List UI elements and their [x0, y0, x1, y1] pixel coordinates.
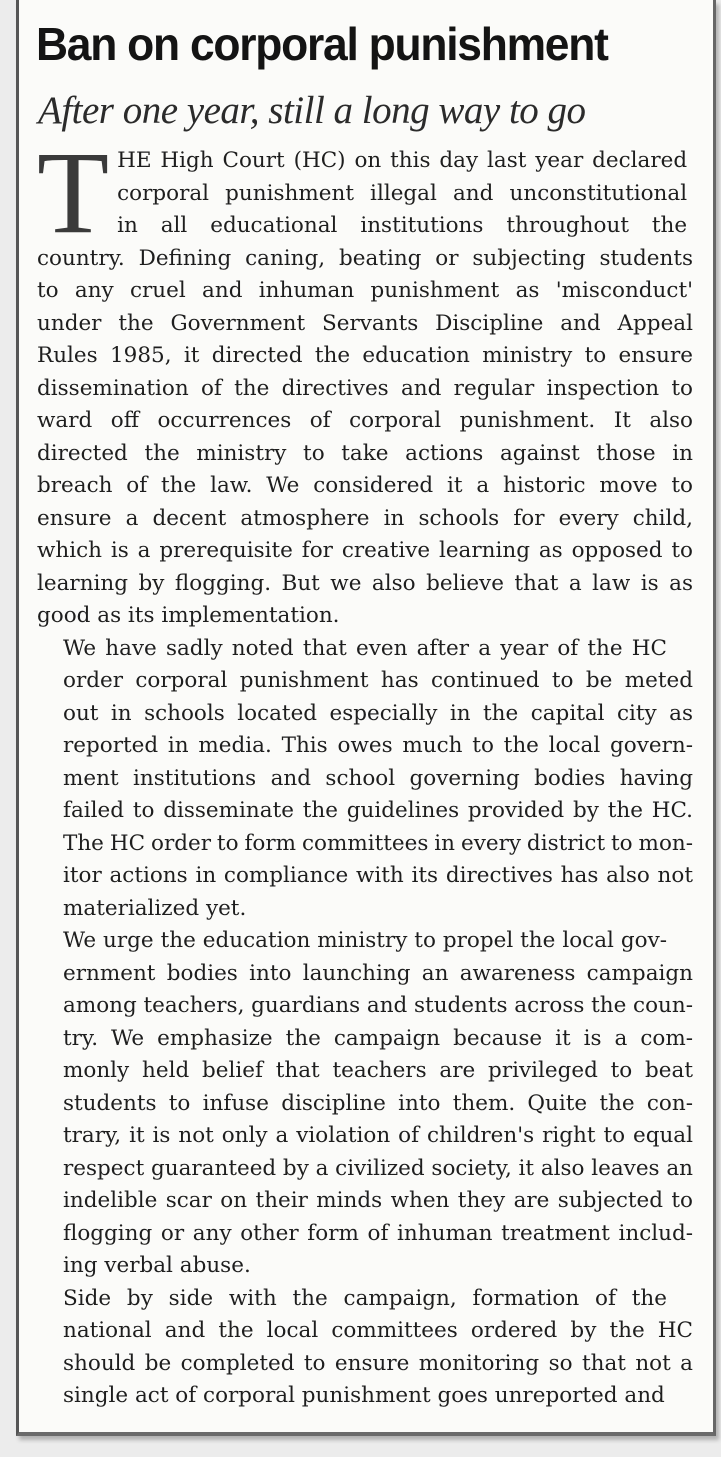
paragraph-2: [37, 633, 693, 926]
article-line: reported in media. This owes much to the local govern-: [63, 733, 693, 758]
article-line: among teachers, guardians and students across the coun-: [63, 993, 693, 1018]
article-line: ing verbal abuse.: [63, 1253, 251, 1278]
newspaper-clipping: [16, 0, 716, 1436]
subheadline: After one year, still a long way to go: [38, 89, 586, 132]
article-line: ment institutions and school governing bodies having: [63, 765, 693, 791]
article-line: trary, it is not only a violation of children's right to equal: [63, 1123, 693, 1148]
headline: Ban on corporal punishment: [36, 18, 608, 70]
article-line: directed the ministry to take actions against those in: [37, 440, 693, 466]
article-line: indelible scar on their minds when they are subjected to: [63, 1188, 693, 1213]
paragraph-4: [37, 1283, 693, 1413]
cut-off-previous-text: [39, 0, 699, 5]
article-line: Rules 1985, it directed the education ministry to ensure: [37, 343, 693, 368]
article-line: We urge the education ministry to propel the local gov-: [63, 928, 667, 953]
article-line: corporal punishment illegal and unconstitutional: [117, 180, 688, 206]
article-line: ernment bodies into launching an awareness campaign: [63, 960, 693, 986]
article-line: HE High Court (HC) on this day last year declared: [117, 148, 688, 173]
article-line: good as its implementation.: [37, 603, 340, 628]
article-line: which is a prerequisite for creative learning as opposed to: [37, 538, 693, 563]
paragraph-3: [37, 925, 693, 1283]
article-line: order corporal punishment has continued to be meted: [63, 668, 693, 693]
article-line: single act of corporal punishment goes unreported and: [63, 1383, 665, 1408]
article-line: The HC order to form committees in every district to mon-: [63, 830, 693, 856]
article-line: itor actions in compliance with its directives has also not: [63, 863, 693, 888]
article-line: flogging or any other form of inhuman treatment includ-: [63, 1220, 693, 1246]
article-line: respect guaranteed by a civilized society, it also leaves an: [63, 1155, 693, 1181]
article-line: dissemination of the directives and regular inspection to: [37, 375, 693, 401]
article-line: We have sadly noted that even after a year of the HC: [63, 635, 667, 661]
article-body: [37, 127, 693, 1413]
drop-cap: T: [37, 127, 110, 258]
article-line: national and the local committees ordered by the HC: [63, 1318, 693, 1343]
article-line: students to infuse discipline into them. Quite the con-: [63, 1090, 693, 1116]
article-line: monly held belief that teachers are privileged to beat: [63, 1058, 693, 1083]
article-line: ward off occurrences of corporal punishment. It also: [37, 408, 693, 433]
article-line: failed to disseminate the guidelines provided by the HC.: [63, 798, 693, 823]
article-line: breach of the law. We considered it a historic move to: [37, 473, 693, 498]
article-line: country. Defining caning, beating or subjecting students: [37, 245, 693, 271]
article-line: try. We emphasize the campaign because it is a com-: [63, 1025, 693, 1051]
article-line: Side by side with the campaign, formation of the: [63, 1285, 667, 1311]
article-line: ensure a decent atmosphere in schools for every child,: [37, 505, 693, 531]
article-line: materialized yet.: [63, 895, 247, 921]
paragraph-1: [37, 127, 693, 633]
article-line: in all educational institutions throughout the: [117, 213, 688, 238]
article-line: under the Government Servants Discipline and Appeal: [37, 310, 693, 336]
article-line: learning by flogging. But we also believe that a law is as: [37, 570, 693, 596]
article-line: to any cruel and inhuman punishment as 'misconduct': [37, 278, 693, 303]
article-line: out in schools located especially in the capital city as: [63, 700, 693, 726]
article-line: should be completed to ensure monitoring so that not a: [63, 1350, 693, 1376]
